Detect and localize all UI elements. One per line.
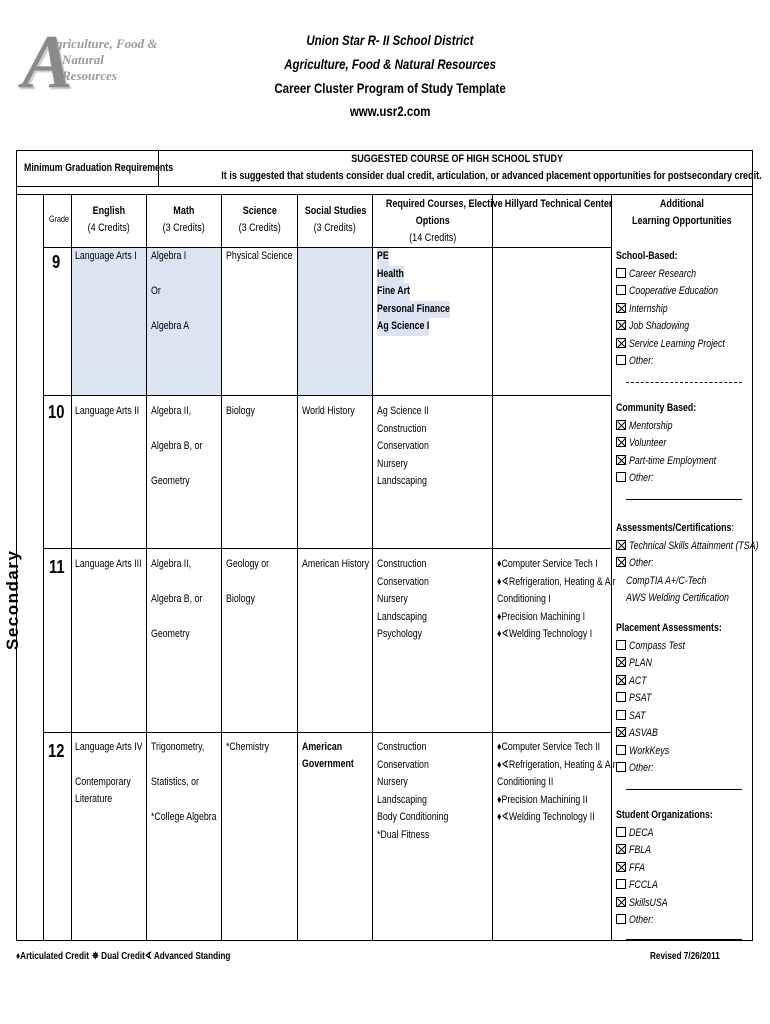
assessment-other-1: CompTIA A+/C-Tech [626,574,707,587]
legend-advanced: ∢ Advanced Standing [145,951,231,962]
g9-math-3: Algebra A [151,320,190,332]
placement-title: Placement Assessments: [616,622,722,634]
placement-item[interactable]: WorkKeys [616,743,748,761]
frame-line [43,732,611,733]
g12-social-1: American [302,741,343,753]
placement-item[interactable]: ASVAB [616,725,748,743]
community-item[interactable]: Mentorship [616,418,738,436]
g11-required: Construction Conservation Nursery Landscaping Psychology [377,558,429,640]
shade-english [71,247,146,395]
g9-science: Physical Science [226,250,293,262]
g11-math-3: Geometry [151,628,190,640]
school-based-title: School-Based: [616,250,678,262]
placement-item[interactable]: PLAN [616,655,748,673]
g11-english: Language Arts III [75,558,142,570]
logo [8,22,158,110]
placement-assessments [616,620,748,778]
placement-item[interactable]: ACT [616,673,748,691]
suggested-title: SUGGESTED COURSE OF HIGH SCHOOL STUDY [351,153,563,165]
template-title: Career Cluster Program of Study Template [274,80,506,96]
checkbox-checked-icon[interactable] [616,844,626,854]
g12-math-2: Statistics, or [151,776,199,788]
cluster-title: Agriculture, Food & Natural Resources [284,56,496,72]
student-organizations [616,807,737,930]
checkbox-icon[interactable] [616,692,626,702]
checkbox-icon[interactable] [616,285,626,295]
checkbox-icon[interactable] [616,355,626,365]
checkbox-checked-icon[interactable] [616,862,626,872]
col-required-credits: (14 Credits) [408,232,457,244]
organization-item[interactable]: DECA [616,825,737,843]
g12-science: *Chemistry [226,741,270,753]
col-required-2: Options [415,215,450,227]
g10-english: Language Arts II [75,405,140,417]
secondary-label: Secondary [3,549,22,650]
logo-text [56,36,158,84]
checkbox-checked-icon[interactable] [616,437,626,447]
district-title: Union Star R- II School District [306,32,474,48]
community-item[interactable]: Other: [616,470,738,488]
g12-english-1: Language Arts IV [75,741,143,753]
placement-item[interactable]: Compass Test [616,638,748,656]
logo-line-2: Natural Resources [62,52,117,83]
g11-social: American History [302,558,369,570]
school-based-item[interactable]: Other: [616,353,749,371]
organization-item[interactable]: FFA [616,860,737,878]
assessments [616,520,770,608]
col-social-credits: (3 Credits) [313,222,357,234]
g12-math-3: *College Algebra [151,811,217,823]
placement-item[interactable]: Other: [616,760,748,778]
grade-12: 12 [48,741,65,761]
checkbox-icon[interactable] [616,914,626,924]
grade-9: 9 [52,252,61,272]
grade-10: 10 [48,402,65,422]
school-based-item[interactable]: Cooperative Education [616,283,749,301]
placement-item[interactable]: SAT [616,708,748,726]
legend-dual: ✵ Dual Credit [92,951,145,962]
col-math-credits: (3 Credits) [162,222,206,234]
col-additional-2: Learning Opportunities [632,215,732,227]
legend-articulated: ♦Articulated Credit [16,951,89,962]
checkbox-icon[interactable] [616,640,626,650]
g11-tech: ♦Computer Service Tech I ♦∢Refrigeration, Heating & Air Conditioning I ♦Precision Machining I ♦∢Welding Technology I [497,558,616,640]
g9-math-2: Or [151,285,161,297]
g10-math-3: Geometry [151,475,190,487]
checkbox-checked-icon[interactable] [616,897,626,907]
school-based-item[interactable]: Job Shadowing [616,318,749,336]
g10-math-1: Algebra II, [151,405,192,417]
frame-line [16,940,753,941]
frame-line [43,395,611,396]
organization-item[interactable]: Other: [616,912,737,930]
revised-date: Revised 7/26/2011 [650,951,720,962]
frame-line [16,150,17,941]
frame-line [492,194,493,941]
g10-math-2: Algebra B, or [151,440,203,452]
frame-line [16,186,753,187]
g12-required: Construction Conservation Nursery Landscaping Body Conditioning *Dual Fitness [377,741,449,841]
col-science-credits: (3 Credits) [238,222,281,234]
checkbox-icon[interactable] [616,268,626,278]
frame-line [71,194,72,941]
school-based-item[interactable]: Career Research [616,266,749,284]
g10-social: World History [302,405,355,417]
col-hillyard: Hillyard Technical Center [504,198,613,210]
checkbox-icon[interactable] [616,762,626,772]
checkbox-icon[interactable] [616,745,626,755]
fill-line [626,499,742,500]
g12-english-2: Contemporary [75,776,131,788]
checkbox-icon[interactable] [616,472,626,482]
fill-line [626,789,742,790]
col-additional: Additional [659,198,705,210]
fill-line [626,382,742,383]
col-math: Math [173,205,195,217]
logo-letter: A [22,20,73,104]
checkbox-checked-icon[interactable] [616,320,626,330]
checkbox-icon[interactable] [616,879,626,889]
checkbox-checked-icon[interactable] [616,420,626,430]
assessment-other-2: AWS Welding Certification [626,592,729,604]
col-required: Required Courses, Elective [385,198,503,210]
checkbox-checked-icon[interactable] [616,657,626,667]
checkbox-checked-icon[interactable] [616,303,626,313]
organizations-title: Student Organizations: [616,809,713,821]
g12-tech: ♦Computer Service Tech II ♦∢Refrigeration, Heating & Air Conditioning II ♦Precision Machining II ♦∢Welding Technology II [497,741,616,823]
g12-english-3: Literature [75,793,113,805]
checkbox-checked-icon[interactable] [616,540,626,550]
checkbox-checked-icon[interactable] [616,675,626,685]
g10-science: Biology [226,405,255,417]
community-item[interactable]: Part-time Employment [616,453,738,471]
g11-science-1: Geology or [226,558,270,570]
community-opportunities [616,400,738,488]
col-english: English [92,205,126,217]
assessments-title: Assessments/Certifications: [616,522,734,534]
community-based-title: Community Based: [616,402,697,414]
grade-11: 11 [49,557,65,577]
checkbox-checked-icon[interactable] [616,338,626,348]
g11-science-2: Biology [226,593,255,605]
website: www.usr2.com [349,103,431,119]
checkbox-checked-icon[interactable] [616,727,626,737]
col-science: Science [242,205,277,217]
col-grade: Grade [49,214,70,224]
g10-required: Ag Science II Construction Conservation Nursery Landscaping [377,405,429,487]
community-item[interactable]: Volunteer [616,435,738,453]
checkbox-icon[interactable] [616,827,626,837]
assessment-item[interactable]: Technical Skills Attainment (TSA) [616,538,770,556]
checkbox-icon[interactable] [616,710,626,720]
frame-line [221,194,222,941]
suggested-note: It is suggested that students consider dual credit, articulation, or advanced placement opportunities for postsecondary credit. [221,170,762,182]
frame-line [43,548,611,549]
school-based-item[interactable]: Internship [616,301,749,319]
col-english-credits: (4 Credits) [87,222,131,234]
g9-required: PE Health Fine Art Personal Finance Ag Science I [377,248,468,336]
frame-line [43,194,44,941]
opportunities [616,248,749,371]
g12-math-1: Trigonometry, [151,741,205,753]
shade-social [297,247,372,395]
checkbox-checked-icon[interactable] [616,557,626,567]
organization-item[interactable]: SkillsUSA [616,895,737,913]
frame-line [297,194,298,941]
placement-item[interactable]: PSAT [616,690,748,708]
g9-english: Language Arts I [75,250,137,262]
organization-item[interactable]: FBLA [616,842,737,860]
organization-item[interactable]: FCCLA [616,877,737,895]
checkbox-checked-icon[interactable] [616,455,626,465]
fill-line [626,939,742,940]
g9-math-1: Algebra I [151,250,187,262]
frame-line [16,194,753,195]
g11-math-2: Algebra B, or [151,593,203,605]
min-grad-requirements: Minimum Graduation Requirements [24,162,174,174]
school-based-item[interactable]: Service Learning Project [616,336,749,354]
g12-social-2: Government [302,758,354,770]
col-social: Social Studies [304,205,367,217]
g11-math-1: Algebra II, [151,558,192,570]
logo-line-1: griculture, Food & [56,36,158,51]
assessment-item[interactable]: Other: [616,555,770,573]
